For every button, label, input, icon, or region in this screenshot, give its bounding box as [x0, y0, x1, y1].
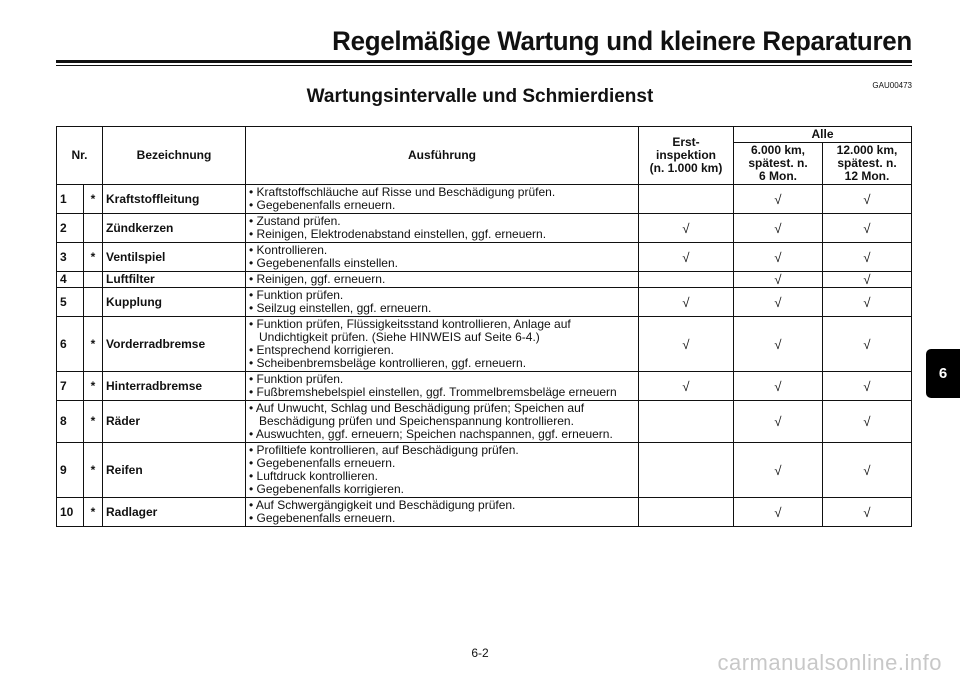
- check-12000: √: [823, 185, 912, 214]
- action-line: • Kraftstoffschläuche auf Risse und Beschädigung prüfen.: [249, 185, 556, 199]
- header-first-line: Erst-: [672, 135, 700, 149]
- row-star-marker: *: [84, 443, 103, 498]
- row-ausfuehrung: [246, 288, 639, 317]
- row-ausfuehrung: [246, 272, 639, 288]
- check-12000: √: [823, 288, 912, 317]
- table-row: [57, 288, 912, 317]
- table-row: [57, 401, 912, 443]
- table-row: [57, 214, 912, 243]
- check-6000: √: [734, 272, 823, 288]
- chapter-tab: 6: [926, 349, 960, 398]
- row-number: 8: [57, 401, 84, 443]
- action-line: • Seilzug einstellen, ggf. erneuern.: [249, 301, 432, 315]
- row-number: 5: [57, 288, 84, 317]
- check-12000: √: [823, 243, 912, 272]
- action-line: • Kontrollieren.: [249, 243, 328, 257]
- header-nr: Nr.: [57, 127, 103, 185]
- check-6000: √: [734, 498, 823, 527]
- row-number: 1: [57, 185, 84, 214]
- row-ausfuehrung: [246, 498, 639, 527]
- row-ausfuehrung: [246, 185, 639, 214]
- action-line: Beschädigung prüfen und Speichenspannung kontrollieren.: [259, 414, 574, 428]
- header-rule-thin: [56, 65, 912, 66]
- header-ausfuehrung: Ausführung: [246, 127, 639, 185]
- check-erstinspektion: [639, 443, 734, 498]
- row-star-marker: [84, 214, 103, 243]
- row-star-marker: *: [84, 401, 103, 443]
- row-star-marker: [84, 288, 103, 317]
- check-12000: √: [823, 214, 912, 243]
- row-ausfuehrung: [246, 317, 639, 372]
- row-number: 9: [57, 443, 84, 498]
- check-erstinspektion: √: [639, 317, 734, 372]
- watermark: carmanualsonline.info: [717, 650, 942, 675]
- action-line: • Gegebenenfalls erneuern.: [249, 511, 396, 525]
- check-erstinspektion: √: [639, 372, 734, 401]
- action-line: • Gegebenenfalls einstellen.: [249, 256, 398, 270]
- row-bezeichnung: Zündkerzen: [103, 214, 246, 243]
- check-12000: √: [823, 401, 912, 443]
- section-title: Wartungsintervalle und Schmierdienst: [306, 86, 654, 107]
- action-line: • Profiltiefe kontrollieren, auf Beschädigung prüfen.: [249, 443, 519, 457]
- check-12000: √: [823, 498, 912, 527]
- header-interval-12000: [823, 143, 912, 185]
- action-line: • Luftdruck kontrollieren.: [249, 469, 378, 483]
- row-bezeichnung: Luftfilter: [103, 272, 246, 288]
- row-bezeichnung: Hinterradbremse: [103, 372, 246, 401]
- row-bezeichnung: Kupplung: [103, 288, 246, 317]
- header-int2-line: 12.000 km,: [836, 143, 898, 157]
- header-int2-line: 12 Mon.: [844, 169, 890, 183]
- row-bezeichnung: Ventilspiel: [103, 243, 246, 272]
- page-number: 6-2: [471, 646, 489, 660]
- row-star-marker: *: [84, 185, 103, 214]
- row-number: 6: [57, 317, 84, 372]
- table-row: [57, 443, 912, 498]
- row-bezeichnung: Räder: [103, 401, 246, 443]
- table-row: [57, 272, 912, 288]
- action-line: Undichtigkeit prüfen. (Siehe HINWEIS auf Seite 6-4.): [259, 330, 540, 344]
- action-line: • Funktion prüfen, Flüssigkeitsstand kontrollieren, Anlage auf: [249, 317, 571, 331]
- table-row: [57, 372, 912, 401]
- header-int2-line: spätest. n.: [837, 156, 897, 170]
- table-row: [57, 317, 912, 372]
- row-bezeichnung: Radlager: [103, 498, 246, 527]
- header-first-line: inspektion: [655, 148, 716, 162]
- header-int1-line: 6.000 km,: [750, 143, 806, 157]
- check-erstinspektion: [639, 401, 734, 443]
- row-ausfuehrung: [246, 243, 639, 272]
- action-line: • Gegebenenfalls erneuern.: [249, 456, 396, 470]
- header-alle: Alle: [734, 127, 912, 143]
- check-erstinspektion: √: [639, 243, 734, 272]
- header-int1-line: 6 Mon.: [759, 169, 797, 183]
- check-6000: √: [734, 288, 823, 317]
- row-ausfuehrung: [246, 372, 639, 401]
- row-number: 10: [57, 498, 84, 527]
- check-erstinspektion: [639, 272, 734, 288]
- action-line: • Auswuchten, ggf. erneuern; Speichen nachspannen, ggf. erneuern.: [249, 427, 613, 441]
- header-first-line: (n. 1.000 km): [649, 161, 723, 175]
- maintenance-table-body: [57, 185, 912, 527]
- row-star-marker: [84, 272, 103, 288]
- row-bezeichnung: Kraftstoffleitung: [103, 185, 246, 214]
- action-line: • Fußbremshebelspiel einstellen, ggf. Trommelbremsbeläge erneuern: [249, 385, 617, 399]
- check-12000: √: [823, 317, 912, 372]
- row-ausfuehrung: [246, 214, 639, 243]
- check-6000: √: [734, 243, 823, 272]
- action-line: • Gegebenenfalls korrigieren.: [249, 482, 404, 496]
- table-row: [57, 243, 912, 272]
- row-ausfuehrung: [246, 443, 639, 498]
- document-code: GAU00473: [872, 81, 912, 90]
- check-6000: √: [734, 401, 823, 443]
- check-6000: √: [734, 214, 823, 243]
- header-bezeichnung: Bezeichnung: [103, 127, 246, 185]
- row-number: 7: [57, 372, 84, 401]
- row-star-marker: *: [84, 498, 103, 527]
- check-erstinspektion: √: [639, 288, 734, 317]
- action-line: • Reinigen, ggf. erneuern.: [249, 272, 386, 286]
- action-line: • Reinigen, Elektrodenabstand einstellen, ggf. erneuern.: [249, 227, 547, 241]
- header-int1-line: spätest. n.: [748, 156, 808, 170]
- check-6000: √: [734, 443, 823, 498]
- row-number: 2: [57, 214, 84, 243]
- check-12000: √: [823, 443, 912, 498]
- row-ausfuehrung: [246, 401, 639, 443]
- header-erstinspektion: [639, 127, 734, 185]
- table-row: [57, 498, 912, 527]
- check-12000: √: [823, 372, 912, 401]
- check-6000: √: [734, 372, 823, 401]
- action-line: • Auf Schwergängigkeit und Beschädigung prüfen.: [249, 498, 516, 512]
- row-bezeichnung: Vorderradbremse: [103, 317, 246, 372]
- check-erstinspektion: [639, 185, 734, 214]
- action-line: • Scheibenbremsbeläge kontrollieren, ggf. erneuern.: [249, 356, 527, 370]
- action-line: • Gegebenenfalls erneuern.: [249, 198, 396, 212]
- check-6000: √: [734, 317, 823, 372]
- row-star-marker: *: [84, 372, 103, 401]
- row-bezeichnung: Reifen: [103, 443, 246, 498]
- table-row: [57, 185, 912, 214]
- action-line: • Funktion prüfen.: [249, 372, 344, 386]
- row-number: 4: [57, 272, 84, 288]
- check-erstinspektion: [639, 498, 734, 527]
- action-line: • Auf Unwucht, Schlag und Beschädigung prüfen; Speichen auf: [249, 401, 585, 415]
- check-erstinspektion: √: [639, 214, 734, 243]
- row-star-marker: *: [84, 243, 103, 272]
- check-12000: √: [823, 272, 912, 288]
- action-line: • Entsprechend korrigieren.: [249, 343, 394, 357]
- check-6000: √: [734, 185, 823, 214]
- action-line: • Zustand prüfen.: [249, 214, 341, 228]
- maintenance-table: [56, 126, 912, 527]
- page-header-title: Regelmäßige Wartung und kleinere Reparaturen: [332, 26, 912, 56]
- action-line: • Funktion prüfen.: [249, 288, 344, 302]
- header-interval-6000: [734, 143, 823, 185]
- row-number: 3: [57, 243, 84, 272]
- row-star-marker: *: [84, 317, 103, 372]
- header-rule-thick: [56, 60, 912, 63]
